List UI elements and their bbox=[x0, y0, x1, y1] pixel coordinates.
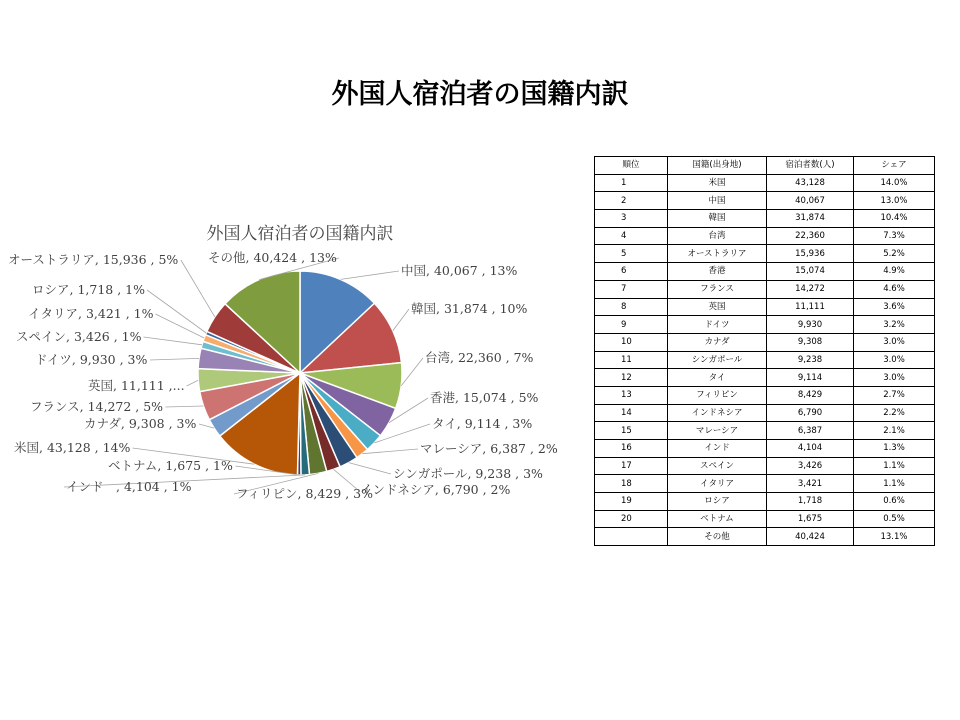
table-row bbox=[595, 457, 935, 475]
table-row bbox=[595, 245, 935, 263]
cell-guests: 9,114 bbox=[767, 369, 854, 387]
cell-guests: 40,424 bbox=[767, 528, 854, 546]
cell-share: 0.5% bbox=[854, 510, 935, 528]
cell-nationality: シンガポール bbox=[668, 351, 767, 369]
cell-nationality: インドネシア bbox=[668, 404, 767, 422]
table-row bbox=[595, 192, 935, 210]
data-label: 英国, 11,111 ,... bbox=[88, 378, 185, 393]
leader-line bbox=[349, 463, 391, 474]
data-label: ロシア, 1,718 , 1% bbox=[32, 282, 145, 297]
leader-line bbox=[150, 358, 199, 360]
cell-nationality: 中国 bbox=[668, 192, 767, 210]
cell-nationality: 韓国 bbox=[668, 210, 767, 228]
cell-guests: 6,790 bbox=[767, 404, 854, 422]
table-row bbox=[595, 263, 935, 281]
data-label: カナダ, 9,308 , 3% bbox=[84, 416, 197, 431]
table-row bbox=[595, 298, 935, 316]
cell-rank: 1 bbox=[595, 174, 668, 192]
cell-nationality: 米国 bbox=[668, 174, 767, 192]
header-rank: 順位 bbox=[595, 157, 668, 175]
cell-share: 3.0% bbox=[854, 351, 935, 369]
cell-rank: 11 bbox=[595, 351, 668, 369]
cell-rank: 14 bbox=[595, 404, 668, 422]
table-header-row bbox=[595, 157, 935, 175]
cell-rank: 13 bbox=[595, 386, 668, 404]
table-row bbox=[595, 510, 935, 528]
table-row bbox=[595, 351, 935, 369]
cell-guests: 31,874 bbox=[767, 210, 854, 228]
cell-share: 2.2% bbox=[854, 404, 935, 422]
table-row bbox=[595, 528, 935, 546]
leader-line bbox=[181, 260, 215, 317]
data-label: ベトナム, 1,675 , 1% bbox=[108, 458, 233, 473]
cell-guests: 40,067 bbox=[767, 192, 854, 210]
cell-share: 3.0% bbox=[854, 333, 935, 351]
cell-rank: 7 bbox=[595, 280, 668, 298]
cell-guests: 43,128 bbox=[767, 174, 854, 192]
cell-share: 1.3% bbox=[854, 440, 935, 458]
cell-nationality: その他 bbox=[668, 528, 767, 546]
leader-line bbox=[401, 358, 423, 386]
table-row bbox=[595, 210, 935, 228]
header-guests: 宿泊者数(人) bbox=[767, 157, 854, 175]
pie-chart bbox=[0, 200, 590, 510]
cell-share: 4.6% bbox=[854, 280, 935, 298]
data-label: スペイン, 3,426 , 1% bbox=[16, 329, 142, 344]
data-label: オーストラリア, 15,936 , 5% bbox=[8, 252, 179, 267]
data-label: 中国, 40,067 , 13% bbox=[401, 263, 518, 278]
cell-nationality: ロシア bbox=[668, 493, 767, 511]
table-row bbox=[595, 422, 935, 440]
cell-guests: 8,429 bbox=[767, 386, 854, 404]
cell-guests: 9,308 bbox=[767, 333, 854, 351]
cell-rank: 9 bbox=[595, 316, 668, 334]
cell-nationality: マレーシア bbox=[668, 422, 767, 440]
cell-nationality: オーストラリア bbox=[668, 245, 767, 263]
leader-line bbox=[165, 406, 203, 407]
cell-nationality: ドイツ bbox=[668, 316, 767, 334]
leader-line bbox=[362, 449, 418, 454]
table-row bbox=[595, 386, 935, 404]
table-row bbox=[595, 227, 935, 245]
chart-title: 外国人宿泊者の国籍内訳 bbox=[206, 224, 394, 244]
cell-share: 2.1% bbox=[854, 422, 935, 440]
data-label: インド , 4,104 , 1% bbox=[66, 479, 192, 494]
cell-share: 2.7% bbox=[854, 386, 935, 404]
data-label: フィリピン, 8,429 , 3% bbox=[236, 486, 373, 501]
table-row bbox=[595, 475, 935, 493]
cell-nationality: 香港 bbox=[668, 263, 767, 281]
data-label: 米国, 43,128 , 14% bbox=[14, 440, 131, 455]
leader-line bbox=[341, 271, 399, 279]
cell-rank: 8 bbox=[595, 298, 668, 316]
cell-guests: 15,936 bbox=[767, 245, 854, 263]
table-row bbox=[595, 404, 935, 422]
cell-nationality: カナダ bbox=[668, 333, 767, 351]
cell-guests: 9,930 bbox=[767, 316, 854, 334]
data-label: シンガポール, 9,238 , 3% bbox=[393, 466, 543, 481]
cell-share: 14.0% bbox=[854, 174, 935, 192]
leader-line bbox=[147, 290, 206, 333]
cell-share: 1.1% bbox=[854, 457, 935, 475]
data-label: インドネシア, 6,790 , 2% bbox=[360, 482, 511, 497]
cell-share: 0.6% bbox=[854, 493, 935, 511]
cell-rank: 4 bbox=[595, 227, 668, 245]
header-nationality: 国籍(出身地) bbox=[668, 157, 767, 175]
pie-slices bbox=[198, 271, 402, 475]
data-label: その他, 40,424 , 13% bbox=[208, 250, 337, 265]
table-row bbox=[595, 280, 935, 298]
cell-share: 10.4% bbox=[854, 210, 935, 228]
cell-share: 4.9% bbox=[854, 263, 935, 281]
cell-rank: 6 bbox=[595, 263, 668, 281]
cell-guests: 6,387 bbox=[767, 422, 854, 440]
cell-rank: 16 bbox=[595, 440, 668, 458]
cell-rank: 10 bbox=[595, 333, 668, 351]
data-label: フランス, 14,272 , 5% bbox=[30, 399, 164, 414]
data-label: 台湾, 22,360 , 7% bbox=[425, 350, 534, 365]
cell-rank: 2 bbox=[595, 192, 668, 210]
cell-guests: 4,104 bbox=[767, 440, 854, 458]
cell-nationality: ベトナム bbox=[668, 510, 767, 528]
table-row bbox=[595, 316, 935, 334]
data-label: イタリア, 3,421 , 1% bbox=[28, 306, 154, 321]
cell-share: 3.6% bbox=[854, 298, 935, 316]
cell-nationality: イタリア bbox=[668, 475, 767, 493]
cell-rank: 12 bbox=[595, 369, 668, 387]
data-label: タイ, 9,114 , 3% bbox=[432, 416, 533, 431]
data-label: ドイツ, 9,930 , 3% bbox=[35, 352, 148, 367]
leader-line bbox=[144, 337, 203, 345]
table-row bbox=[595, 174, 935, 192]
cell-share: 7.3% bbox=[854, 227, 935, 245]
cell-share: 3.2% bbox=[854, 316, 935, 334]
cell-share: 3.0% bbox=[854, 369, 935, 387]
leader-line bbox=[393, 309, 409, 331]
table-row bbox=[595, 493, 935, 511]
cell-guests: 3,426 bbox=[767, 457, 854, 475]
cell-rank: 3 bbox=[595, 210, 668, 228]
cell-share: 1.1% bbox=[854, 475, 935, 493]
cell-rank bbox=[595, 528, 668, 546]
table-row bbox=[595, 369, 935, 387]
cell-rank: 17 bbox=[595, 457, 668, 475]
data-label: 香港, 15,074 , 5% bbox=[430, 390, 539, 405]
cell-rank: 18 bbox=[595, 475, 668, 493]
cell-nationality: タイ bbox=[668, 369, 767, 387]
cell-share: 5.2% bbox=[854, 245, 935, 263]
cell-rank: 20 bbox=[595, 510, 668, 528]
cell-nationality: インド bbox=[668, 440, 767, 458]
cell-guests: 11,111 bbox=[767, 298, 854, 316]
cell-share: 13.1% bbox=[854, 528, 935, 546]
leader-line bbox=[187, 380, 199, 386]
data-label: マレーシア, 6,387 , 2% bbox=[420, 441, 558, 456]
cell-rank: 5 bbox=[595, 245, 668, 263]
cell-guests: 3,421 bbox=[767, 475, 854, 493]
table-row bbox=[595, 333, 935, 351]
cell-guests: 9,238 bbox=[767, 351, 854, 369]
cell-rank: 15 bbox=[595, 422, 668, 440]
cell-nationality: スペイン bbox=[668, 457, 767, 475]
table-row bbox=[595, 440, 935, 458]
cell-guests: 1,718 bbox=[767, 493, 854, 511]
cell-nationality: 英国 bbox=[668, 298, 767, 316]
cell-guests: 15,074 bbox=[767, 263, 854, 281]
page-title: 外国人宿泊者の国籍内訳 bbox=[331, 79, 629, 110]
cell-share: 13.0% bbox=[854, 192, 935, 210]
cell-nationality: フィリピン bbox=[668, 386, 767, 404]
cell-nationality: 台湾 bbox=[668, 227, 767, 245]
cell-guests: 22,360 bbox=[767, 227, 854, 245]
cell-rank: 19 bbox=[595, 493, 668, 511]
ranking-table bbox=[594, 156, 935, 546]
header-share: シェア bbox=[854, 157, 935, 175]
cell-guests: 1,675 bbox=[767, 510, 854, 528]
data-label: 韓国, 31,874 , 10% bbox=[411, 301, 528, 316]
cell-guests: 14,272 bbox=[767, 280, 854, 298]
cell-nationality: フランス bbox=[668, 280, 767, 298]
